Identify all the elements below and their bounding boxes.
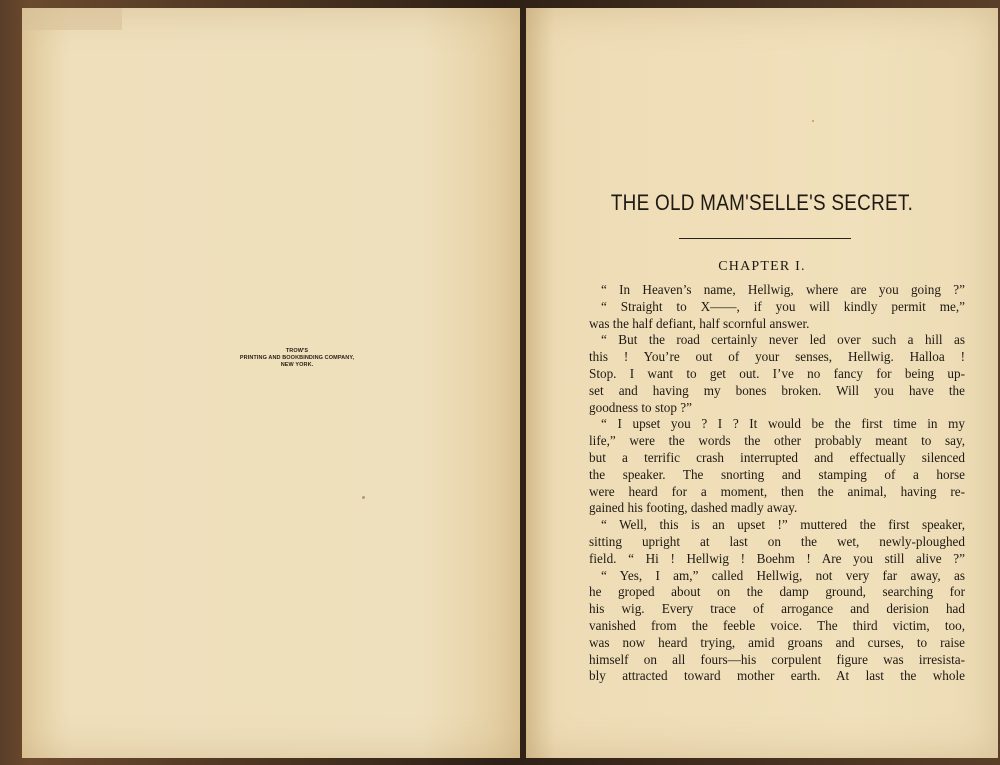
title-rule	[681, 238, 851, 239]
text-line: were heard for a moment, then the animal, having re-	[589, 483, 965, 499]
text-line: but a terrific crash interrupted and effectually silenced	[589, 449, 965, 465]
text-line: sitting upright at last on the wet, newly-ploughed	[589, 533, 965, 549]
left-page	[22, 8, 520, 758]
text-line: his wig. Every trace of arrogance and derision had	[589, 601, 965, 617]
text-line: “ Straight to X——, if you will kindly permit me,”	[601, 298, 965, 314]
chapter-heading: CHAPTER I.	[718, 259, 806, 274]
text-line: “ Yes, I am,” called Hellwig, not very far away, as	[601, 567, 965, 583]
text-line: Stop. I want to get out. I’ve no fancy for being up-	[589, 365, 965, 381]
body-text	[589, 282, 965, 685]
text-line: himself on all fours—his corpulent figure was irresista-	[589, 651, 965, 667]
text-line: goodness to stop ?”	[589, 399, 692, 415]
text-line: “ I upset you ? I ? It would be the first time in my	[601, 416, 965, 432]
text-line: “ In Heaven’s name, Hellwig, where are you going ?”	[601, 282, 965, 297]
paper-speck	[362, 496, 365, 499]
imprint-line: NEW YORK.	[280, 362, 314, 368]
book-title: THE OLD MAM'SELLE'S SECRET.	[610, 190, 914, 215]
text-line: “ But the road certainly never led over such a hill as	[601, 332, 965, 348]
text-line: life,” were the words the other probably meant to say,	[589, 433, 965, 449]
text-line: was now heard trying, amid groans and curses, to raise	[589, 634, 965, 650]
text-line: was the half defiant, half scornful answer.	[589, 315, 810, 331]
printer-imprint	[222, 348, 372, 369]
text-line: the speaker. The snorting and stamping of a horse	[589, 466, 965, 482]
imprint-line: TROW'S	[285, 348, 309, 354]
text-line: set and having my bones broken. Will you have the	[589, 382, 965, 398]
right-page	[526, 8, 998, 758]
text-line: “ Well, this is an upset !” muttered the first speaker,	[601, 517, 965, 533]
text-line: field. “ Hi ! Hellwig ! Boehm ! Are you still alive ?”	[589, 550, 965, 566]
text-line: vanished from the feeble voice. The third victim, too,	[589, 617, 965, 633]
text-line: bly attracted toward mother earth. At last the whole	[589, 668, 965, 684]
imprint-line: PRINTING AND BOOKBINDING COMPANY,	[239, 355, 355, 361]
paper-speck	[812, 120, 814, 122]
text-line: gained his footing, dashed madly away.	[589, 500, 798, 516]
text-line: he groped about on the damp ground, searching for	[589, 584, 965, 600]
text-line: this ! You’re out of your senses, Hellwig. Halloa !	[589, 349, 965, 365]
